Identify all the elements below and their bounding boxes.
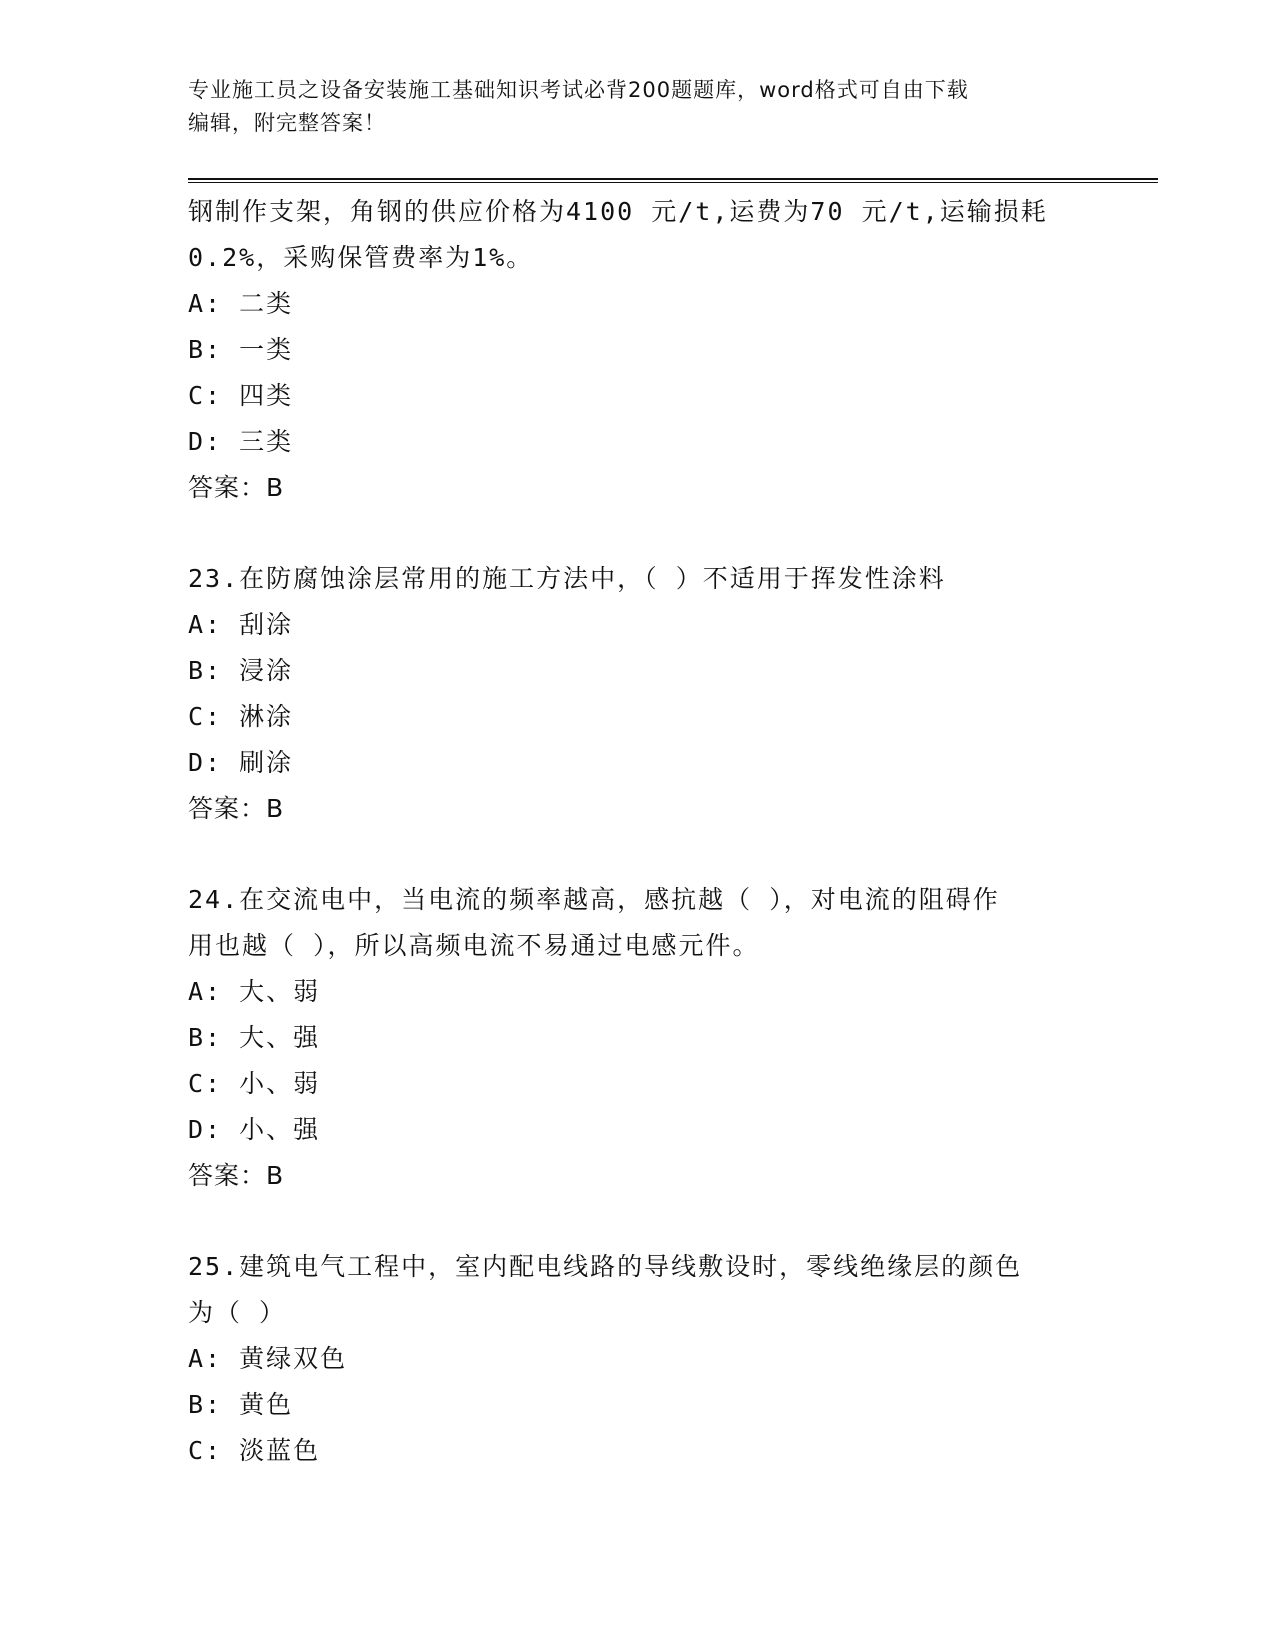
spacer — [188, 1199, 1088, 1244]
option-a: A: 黄绿双色 — [188, 1344, 348, 1373]
question-stem-line: 25.建筑电气工程中，室内配电线路的导线敷设时，零线绝缘层的颜色 — [188, 1252, 1023, 1281]
question-22-block — [188, 189, 1088, 511]
question-stem-line: 24.在交流电中，当电流的频率越高，感抗越（ ），对电流的阻碍作 — [188, 885, 1000, 914]
option-a: A: 二类 — [188, 289, 294, 318]
question-23-block — [188, 556, 1088, 832]
option-d: D: 刷涂 — [188, 748, 294, 777]
answer-label: 答案：B — [188, 794, 285, 823]
option-d: D: 小、强 — [188, 1115, 321, 1144]
option-c: C: 小、弱 — [188, 1069, 321, 1098]
header-divider-top — [188, 178, 1158, 180]
header-divider-bottom — [188, 182, 1158, 183]
option-a: A: 刮涂 — [188, 610, 294, 639]
question-24-block — [188, 877, 1088, 1199]
question-list — [188, 189, 1088, 1474]
option-b: B: 黄色 — [188, 1390, 294, 1419]
question-stem-line: 为（ ） — [188, 1298, 287, 1327]
header-title-line-2: 编辑，附完整答案！ — [188, 111, 386, 135]
option-c: C: 四类 — [188, 381, 294, 410]
option-b: B: 一类 — [188, 335, 294, 364]
question-stem-line: 23.在防腐蚀涂层常用的施工方法中，（ ）不适用于挥发性涂料 — [188, 564, 946, 593]
spacer — [188, 511, 1088, 556]
answer-label: 答案：B — [188, 473, 285, 502]
question-25-block — [188, 1244, 1088, 1474]
spacer — [188, 832, 1088, 877]
answer-label: 答案：B — [188, 1161, 285, 1190]
document-header — [188, 74, 1088, 140]
question-stem-line: 0.2%，采购保管费率为1%。 — [188, 243, 534, 272]
option-b: B: 浸涂 — [188, 656, 294, 685]
header-title-line-1: 专业施工员之设备安装施工基础知识考试必背200题题库，word格式可自由下载 — [188, 78, 969, 102]
option-b: B: 大、强 — [188, 1023, 321, 1052]
option-d: D: 三类 — [188, 427, 294, 456]
question-stem-line: 用也越（ ），所以高频电流不易通过电感元件。 — [188, 931, 760, 960]
option-c: C: 淋涂 — [188, 702, 294, 731]
option-c: C: 淡蓝色 — [188, 1436, 321, 1465]
option-a: A: 大、弱 — [188, 977, 321, 1006]
question-stem-line: 钢制作支架，角钢的供应价格为4100 元/t,运费为70 元/t,运输损耗 — [188, 197, 1048, 226]
